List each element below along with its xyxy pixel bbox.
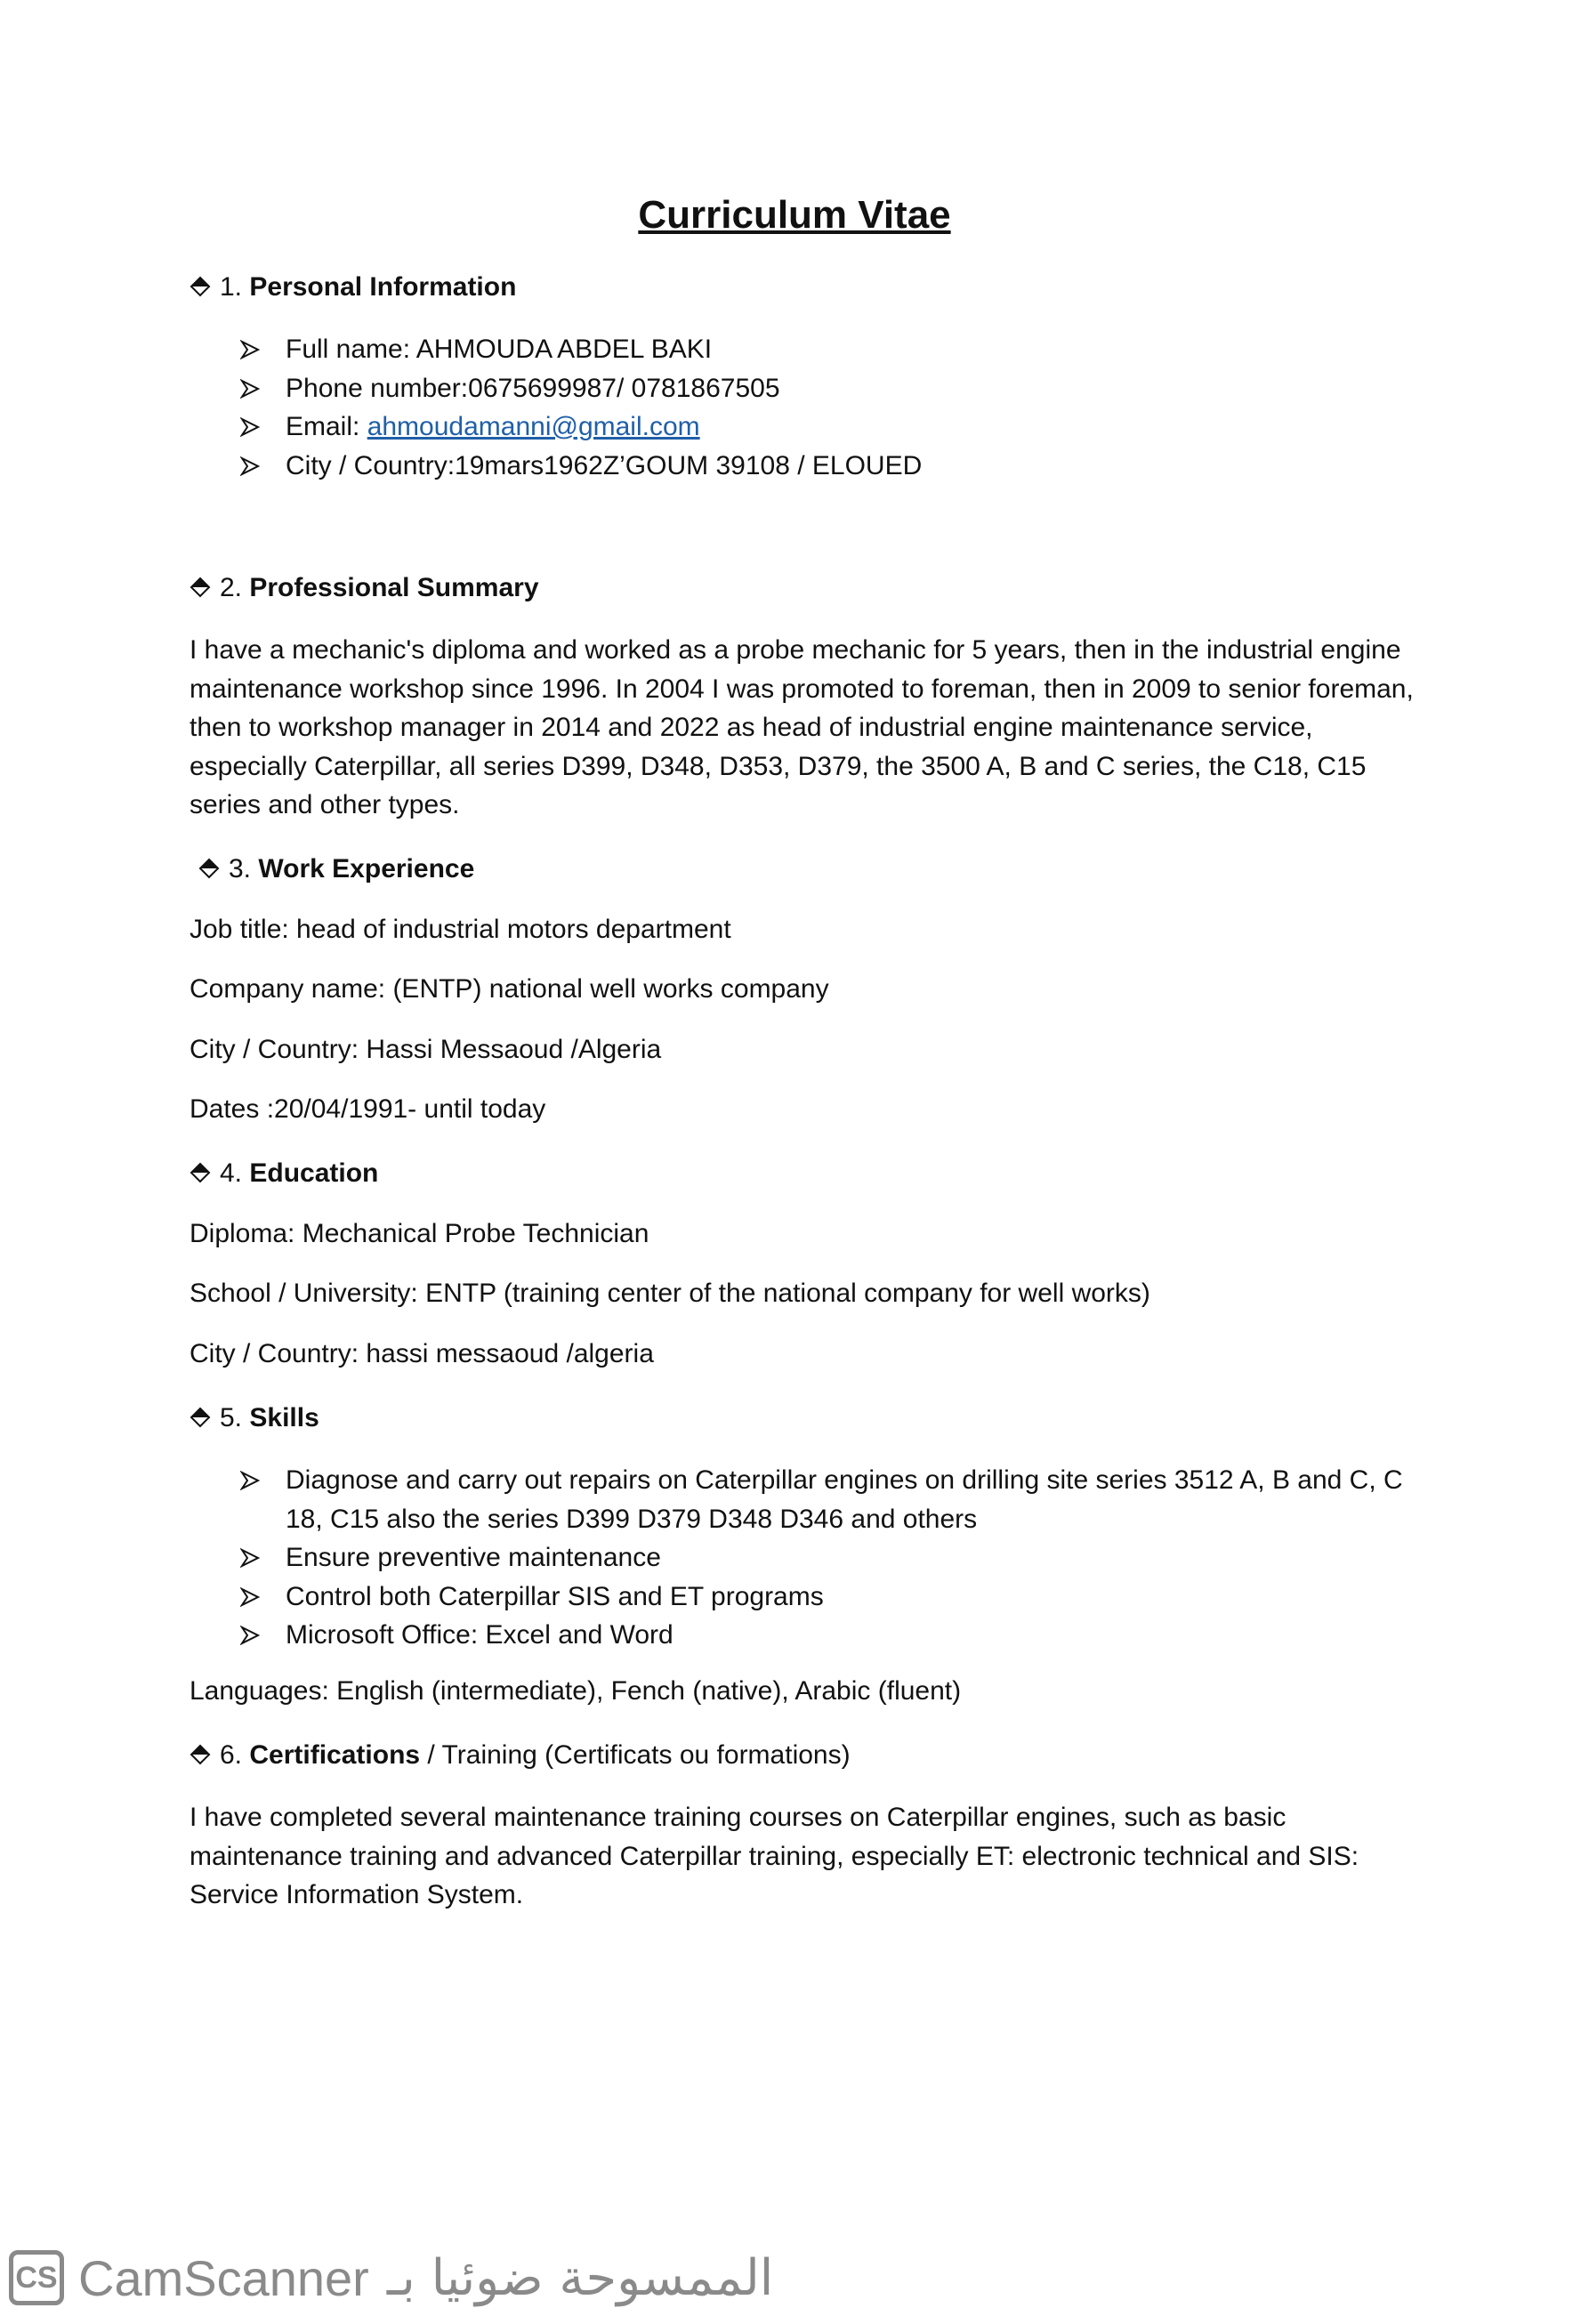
- city-country: City / Country:19mars1962Z’GOUM 39108 / ELOUED: [286, 450, 923, 480]
- list-item: [240, 408, 922, 447]
- diamond-bullet-icon: [198, 858, 220, 879]
- section-title: Certifications: [249, 1740, 421, 1770]
- personal-info-list: [240, 330, 922, 485]
- diamond-bullet-icon: [190, 577, 211, 598]
- diamond-bullet-icon: [190, 1744, 211, 1765]
- section-number: 3.: [229, 854, 252, 884]
- watermark-brand: CamScanner: [78, 2249, 369, 2306]
- diamond-bullet-icon: [190, 1407, 211, 1428]
- list-item: [240, 1616, 1424, 1655]
- arrow-bullet-icon: [240, 417, 260, 437]
- skill-text: Microsoft Office: Excel and Word: [286, 1620, 674, 1650]
- list-item: [240, 369, 922, 408]
- section-number: 6.: [220, 1740, 243, 1770]
- languages: Languages: English (intermediate), Fench (native), Arabic (fluent): [190, 1676, 962, 1706]
- arrow-bullet-icon: [240, 1471, 260, 1490]
- section-title: Work Experience: [258, 854, 475, 884]
- section-heading-skills: [190, 1400, 319, 1436]
- school: School / University: ENTP (training center of the national company for well works): [190, 1279, 1150, 1308]
- list-item: [240, 447, 922, 486]
- list-item: [240, 330, 922, 369]
- section-title-rest: / Training (Certificats ou formations): [420, 1740, 851, 1770]
- skills-list: [240, 1461, 1424, 1655]
- section-title: Professional Summary: [249, 573, 539, 602]
- skill-text: Ensure preventive maintenance: [286, 1543, 661, 1572]
- list-item: [240, 1461, 1424, 1538]
- section-title: Skills: [249, 1403, 319, 1432]
- section-heading-personal: [190, 270, 516, 305]
- list-item: [240, 1538, 1424, 1578]
- arrow-bullet-icon: [240, 1626, 260, 1645]
- arrow-bullet-icon: [240, 340, 260, 359]
- job-title: Job title: head of industrial motors department: [190, 915, 731, 944]
- section-title: Personal Information: [249, 272, 517, 302]
- phone-number: Phone number:0675699987/ 0781867505: [286, 373, 780, 403]
- diamond-bullet-icon: [190, 276, 211, 297]
- diamond-bullet-icon: [190, 1162, 211, 1183]
- document-title: Curriculum Vitae: [638, 193, 951, 237]
- arrow-bullet-icon: [240, 379, 260, 399]
- section-heading-experience: [198, 851, 474, 887]
- watermark-arabic: الممسوحة ضوئيا بـ: [386, 2248, 774, 2307]
- section-number: 2.: [220, 573, 243, 602]
- summary-paragraph: I have a mechanic's diploma and worked as a probe mechanic for 5 years, then in the industrial engine maintenance workshop since 1996. In 2004 I was promoted to foreman, then in 2009 to senior foreman, then to workshop manager in 2014 and 2022 as head of industrial engine maintenance service, especially Caterpillar, all series D399, D348, D353, D379, the 3500 A, B and C series, the C18, C15 series and other types.: [190, 635, 1414, 819]
- skill-text: Control both Caterpillar SIS and ET programs: [286, 1581, 824, 1611]
- section-heading-summary: [190, 570, 539, 606]
- full-name: Full name: AHMOUDA ABDEL BAKI: [286, 335, 713, 364]
- company-name: Company name: (ENTP) national well works company: [190, 974, 829, 1004]
- email-link[interactable]: ahmoudamanni@gmail.com: [367, 412, 700, 441]
- camscanner-watermark: [9, 2242, 773, 2313]
- section-number: 4.: [220, 1158, 243, 1188]
- education-location: City / Country: hassi messaoud /algeria: [190, 1339, 654, 1368]
- work-dates: Dates :20/04/1991- until today: [190, 1094, 546, 1124]
- arrow-bullet-icon: [240, 1548, 260, 1568]
- section-heading-education: [190, 1156, 378, 1191]
- camscanner-logo-icon: CS: [9, 2250, 64, 2305]
- arrow-bullet-icon: [240, 1587, 260, 1607]
- section-heading-certifications: [190, 1738, 851, 1773]
- certifications-paragraph: I have completed several maintenance training courses on Caterpillar engines, such as basic maintenance training and advanced Caterpillar training, especially ET: electronic technical and SIS: Service Information System.: [190, 1803, 1359, 1909]
- section-number: 5.: [220, 1403, 243, 1432]
- skill-text: Diagnose and carry out repairs on Caterpillar engines on drilling site series 3512 A, B and C, C 18, C15 also the series D399 D379 D348 D346 and others: [286, 1465, 1403, 1534]
- arrow-bullet-icon: [240, 456, 260, 476]
- section-number: 1.: [220, 272, 243, 302]
- section-title: Education: [249, 1158, 379, 1188]
- diploma: Diploma: Mechanical Probe Technician: [190, 1219, 649, 1248]
- work-location: City / Country: Hassi Messaoud /Algeria: [190, 1035, 662, 1064]
- email-label: Email:: [286, 412, 367, 441]
- list-item: [240, 1578, 1424, 1617]
